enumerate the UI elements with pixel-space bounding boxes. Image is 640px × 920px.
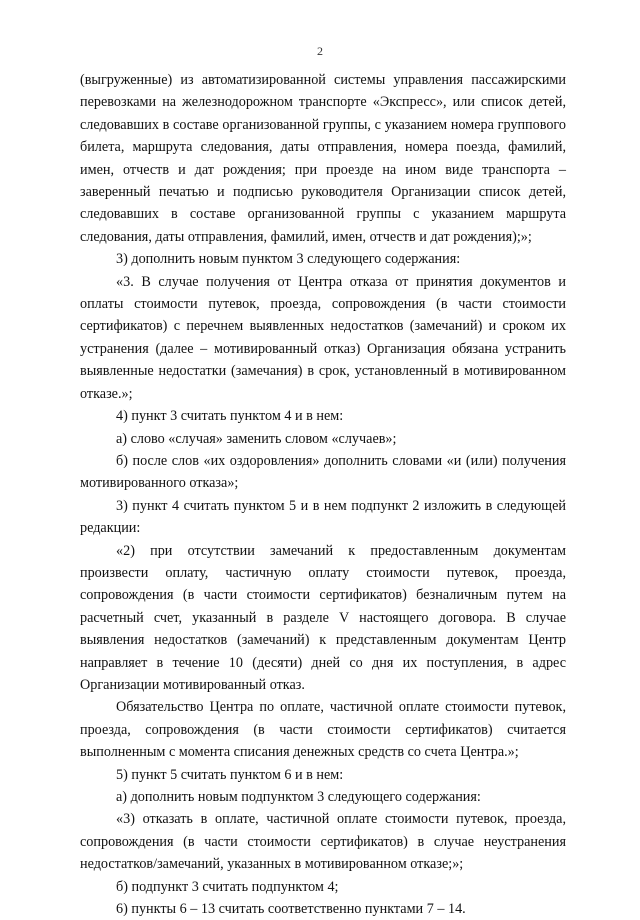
paragraph-item-4a: а) слово «случая» заменить словом «случаев»; [116, 430, 397, 447]
paragraph-item-5a: а) дополнить новым подпунктом 3 следующего содержания: [116, 789, 481, 805]
document-body [80, 69, 566, 920]
paragraph-item-5: 5) пункт 5 считать пунктом 6 и в нем: [116, 766, 344, 783]
paragraph-subpoint-2: «2) при отсутствии замечаний к предоставленным документам произвести оплату, частичную оплату стоимости путевок, проезда, сопровождения (в части стоимости сертификатов) безналичным путем на расчетный счет, указанный в разделе V настоящего договора. В случае выявления недостатков (замечаний) к представленным документам Центр направляет в течение 10 (десяти) дней со дня их поступления, в адрес Организации мотивированный отказ. [80, 542, 566, 693]
paragraph-item-4b: б) после слов «их оздоровления» дополнить словами «и (или) получения мотивированного отказа»; [80, 452, 566, 492]
paragraph-item-4: 4) пункт 3 считать пунктом 4 и в нем: [116, 408, 344, 425]
page-number: 2 [317, 44, 323, 58]
paragraph-item-3-add: 3) дополнить новым пунктом 3 следующего содержания: [116, 251, 461, 268]
paragraph-item-5b: б) подпункт 3 считать подпунктом 4; [116, 878, 339, 895]
paragraph-obligation: Обязательство Центра по оплате, частичной оплате стоимости путевок, проезда, сопровождения (в части стоимости сертификатов) считается выполненным с момента списания денежных средств со счета Центра.»; [80, 699, 566, 761]
paragraph-item-3-point-4: 3) пункт 4 считать пунктом 5 и в нем подпункт 2 изложить в следующей редакции: [80, 497, 566, 537]
paragraph-subpoint-3: «3) отказать в оплате, частичной оплате стоимости путевок, проезда, сопровождения (в части стоимости сертификатов) в случае неустранения недостатков/замечаний, указанных в мотивированном отказе;»; [80, 811, 566, 873]
paragraph-item-6: 6) пункты 6 – 13 считать соответственно пунктами 7 – 14. [116, 901, 466, 918]
paragraph-new-point-3: «3. В случае получения от Центра отказа от принятия документов и оплаты стоимости путевок, проезда, сопровождения (в части стоимости сертификатов) с перечнем выявленных недостатков (замечаний) и сроком их устранения (далее – мотивированный отказ) Организация обязана устранить выявленные недостатки (замечания) в срок, установленный в мотивированном отказе.»; [80, 273, 566, 402]
paragraph-continuation: (выгруженные) из автоматизированной системы управления пассажирскими перевозками на железнодорожном транспорте «Экспресс», или список детей, следовавших в составе организованной группы, с указанием номера группового билета, маршрута следования, даты отправления, номера поезда, фамилий, имен, отчеств и дат рождения; при проезде на ином виде транспорта – заверенный печатью и подписью руководителя Организации список детей, следовавших в составе организованной группы с указанием маршрута следования, даты отправления, фамилий, имен, отчеств и дат рождения);»; [80, 72, 566, 245]
